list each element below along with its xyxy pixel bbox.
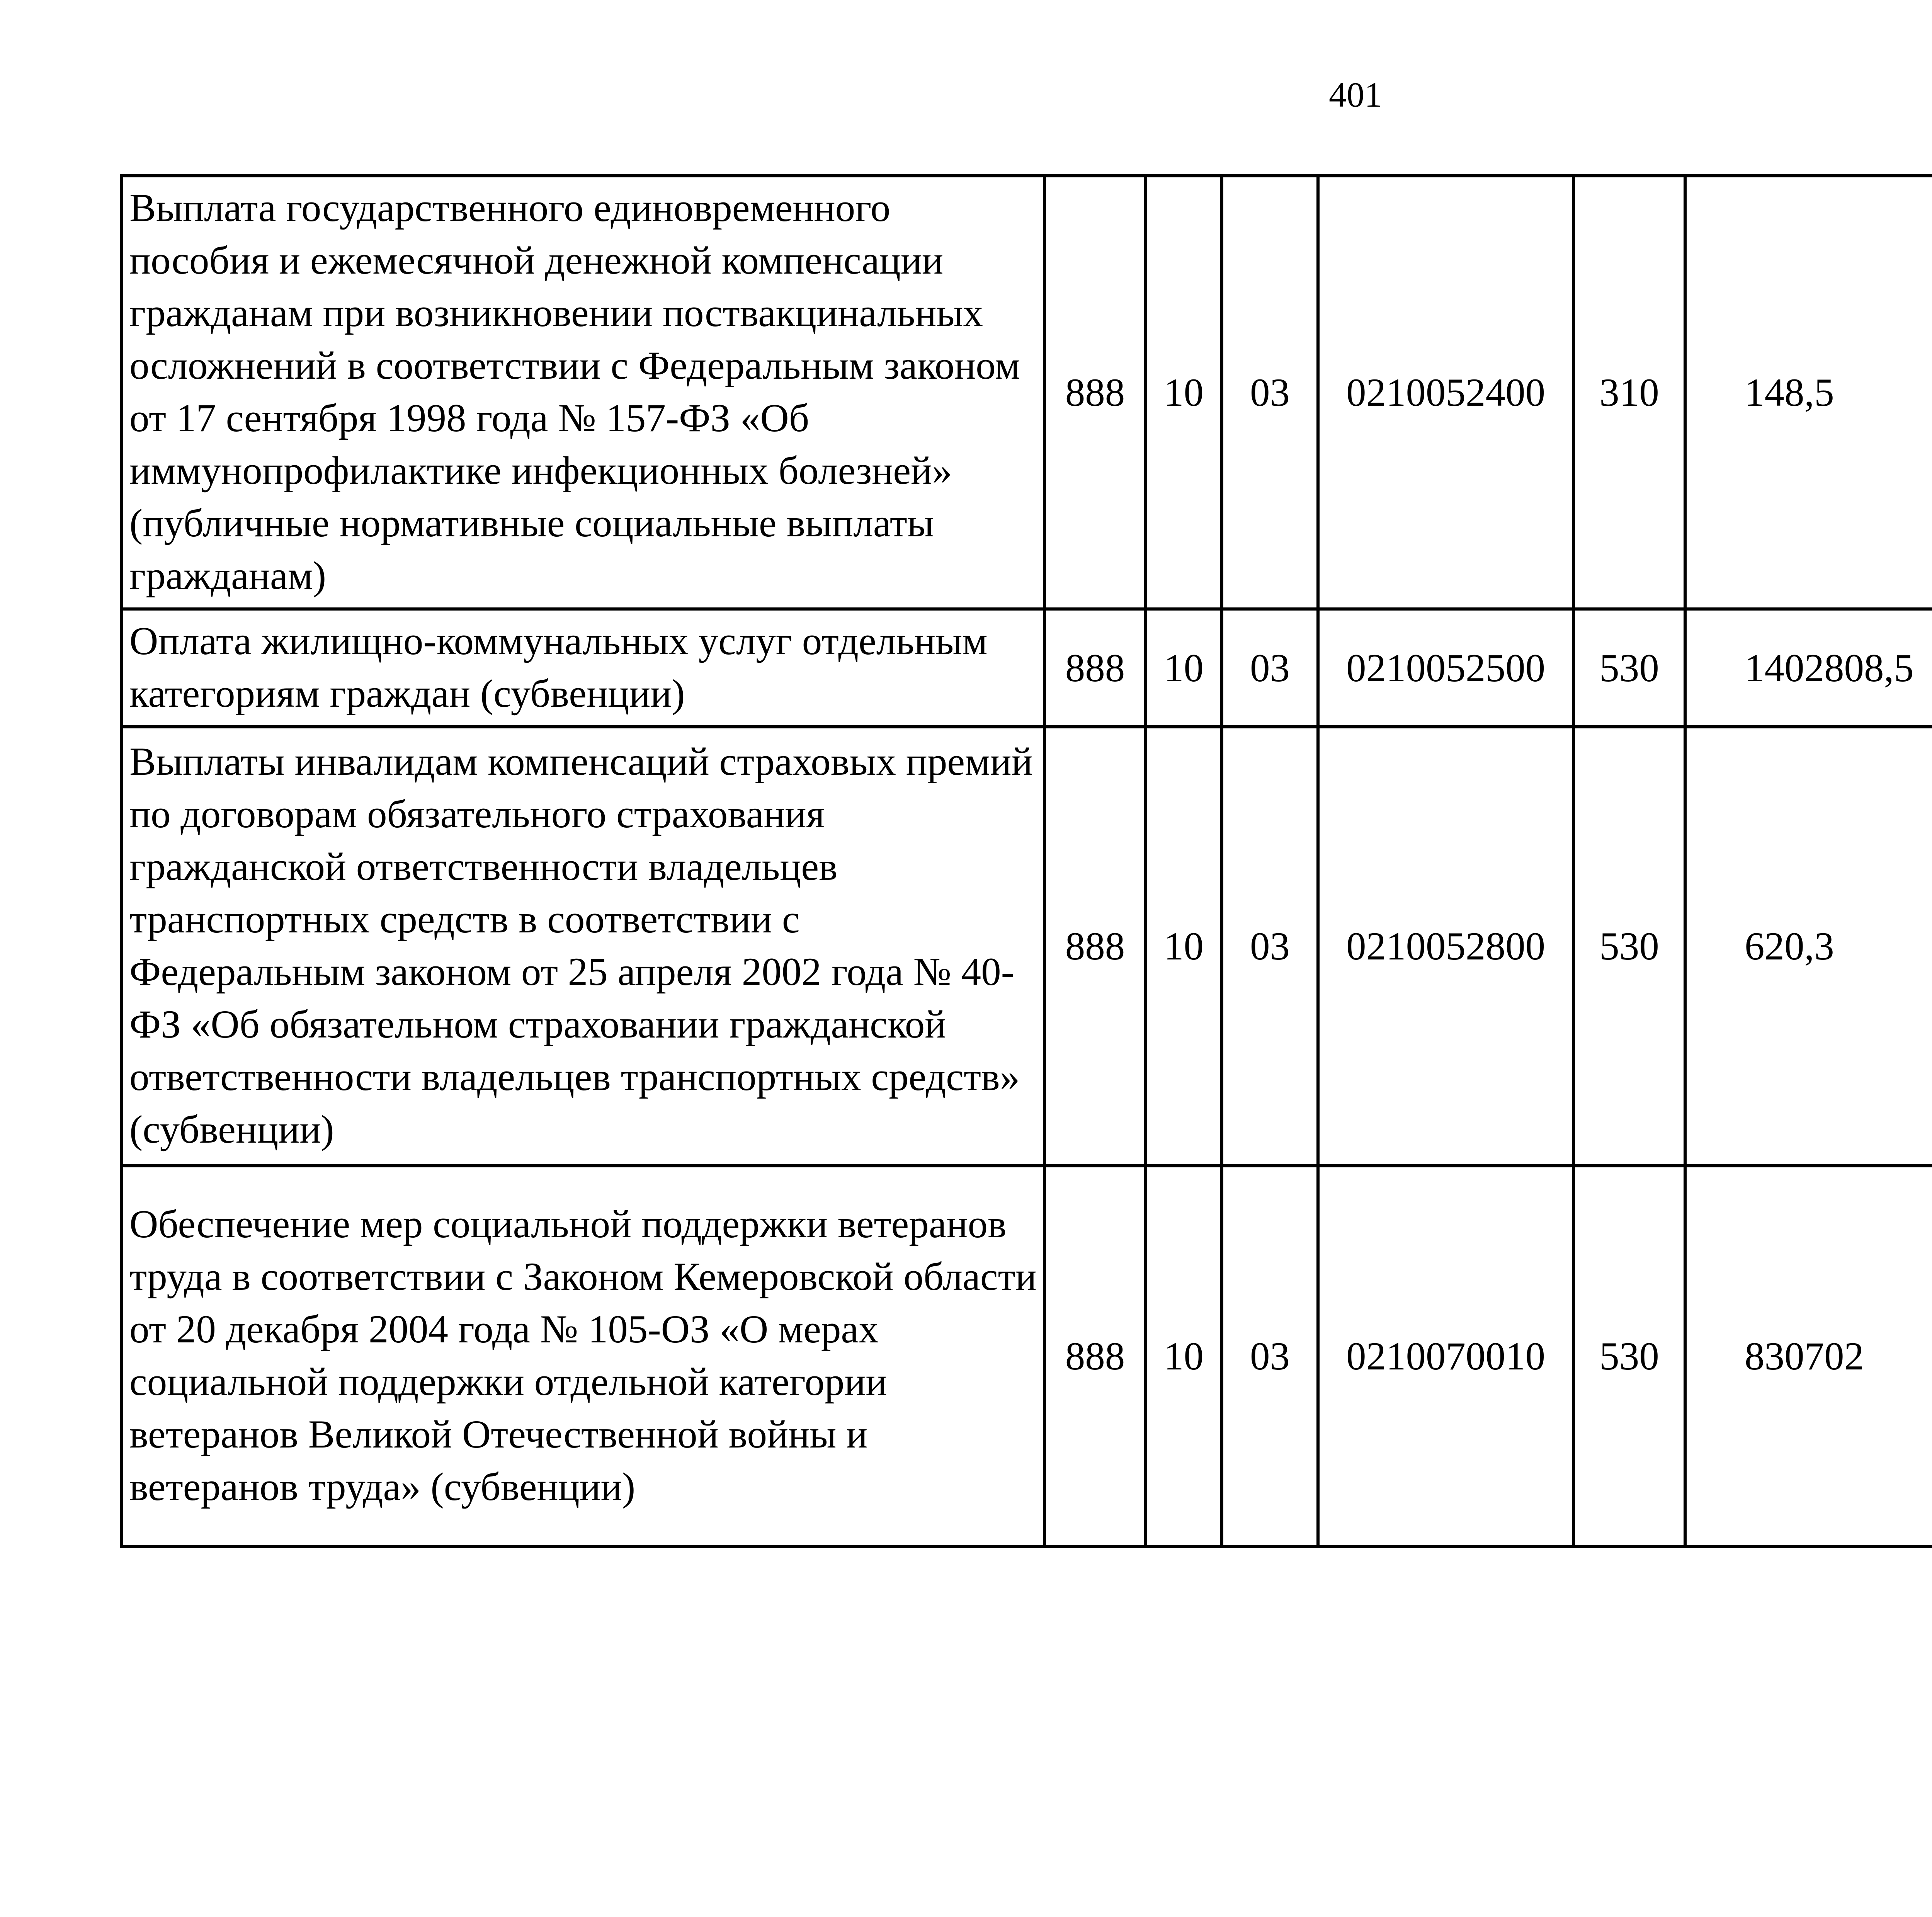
section-code: 10 (1146, 727, 1222, 1166)
table-row (122, 609, 1932, 727)
row-description: Выплата государственного единовременного пособия и ежемесячной денежной компенсации гражданам при возникновении поствакцинальных осложнений в соответствии с Федеральным законом от 17 сентября 1998 года № 157-ФЗ «Об иммунопрофилактике инфекционных болезней» (публичные нормативные социальные выплаты гражданам) (122, 176, 1044, 609)
target-article-code: 0210070010 (1318, 1166, 1573, 1546)
target-article-code: 0210052400 (1318, 176, 1573, 609)
subsection-code: 03 (1222, 1166, 1318, 1546)
ministry-code: 888 (1044, 727, 1146, 1166)
ministry-code: 888 (1044, 1166, 1146, 1546)
expense-type-code: 530 (1573, 1166, 1685, 1546)
row-description: Выплаты инвалидам компенсаций страховых премий по договорам обязательного страхования гражданской ответственности владельцев транспортных средств в соответствии с Федеральным законом от 25 апреля 2002 года № 40-ФЗ «Об обязательном страховании гражданской ответственности владельцев транспортных средств» (субвенции) (122, 727, 1044, 1166)
row-description: Обеспечение мер социальной поддержки ветеранов труда в соответствии с Законом Кемеровской области от 20 декабря 2004 года № 105-ОЗ «О мерах социальной поддержки отдельной категории ветеранов Великой Отечественной войны и ветеранов труда» (субвенции) (122, 1166, 1044, 1546)
ministry-code: 888 (1044, 176, 1146, 609)
subsection-code: 03 (1222, 176, 1318, 609)
section-code: 10 (1146, 1166, 1222, 1546)
subsection-code: 03 (1222, 609, 1318, 727)
table-row (122, 727, 1932, 1166)
expense-type-code: 530 (1573, 727, 1685, 1166)
expense-type-code: 530 (1573, 609, 1685, 727)
expense-type-code: 310 (1573, 176, 1685, 609)
section-code: 10 (1146, 176, 1222, 609)
budget-table (120, 174, 1932, 1548)
amount-1: 148,5 (1685, 176, 1932, 609)
amount-1: 1402808,5 (1685, 609, 1932, 727)
subsection-code: 03 (1222, 727, 1318, 1166)
amount-1: 830702 (1685, 1166, 1932, 1546)
table-row (122, 176, 1932, 609)
target-article-code: 0210052500 (1318, 609, 1573, 727)
target-article-code: 0210052800 (1318, 727, 1573, 1166)
ministry-code: 888 (1044, 609, 1146, 727)
amount-1: 620,3 (1685, 727, 1932, 1166)
page-number: 401 (1329, 75, 1382, 114)
section-code: 10 (1146, 609, 1222, 727)
row-description: Оплата жилищно-коммунальных услуг отдельным категориям граждан (субвенции) (122, 609, 1044, 727)
table-row (122, 1166, 1932, 1546)
